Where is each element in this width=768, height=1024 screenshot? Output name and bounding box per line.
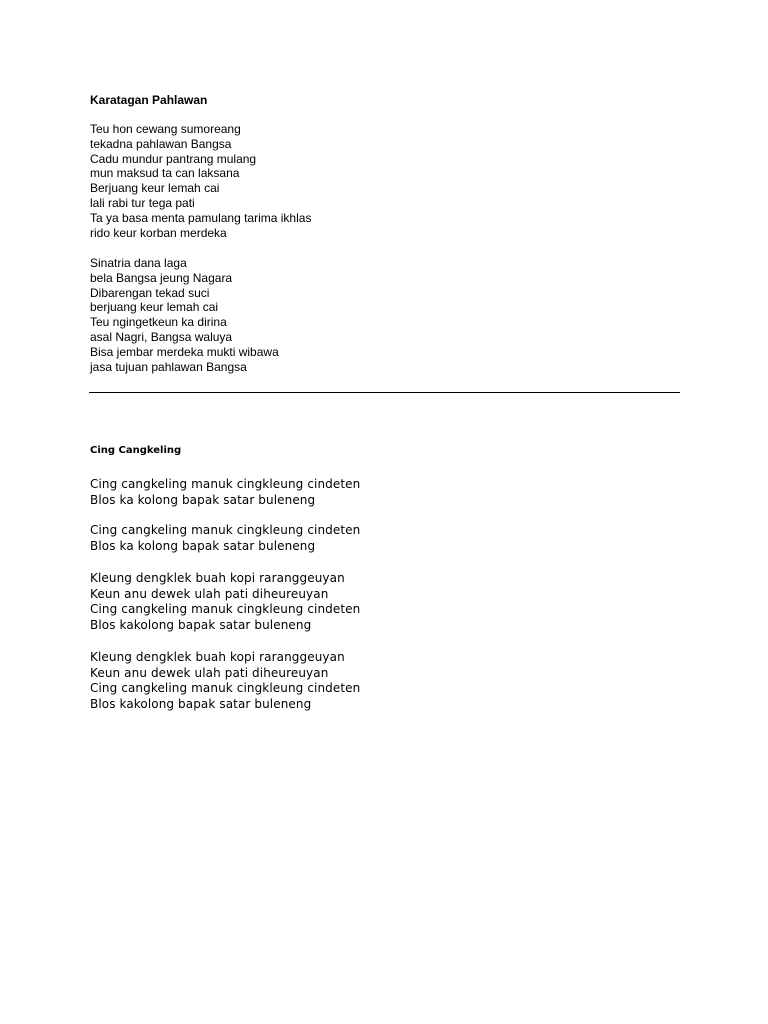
lyric-line: Blos kakolong bapak satar buleneng: [90, 696, 312, 711]
lyrics-stanza: [90, 523, 360, 554]
lyric-line: Keun anu dewek ulah pati diheureuyan: [90, 665, 329, 680]
song-title-cing-cangkeling: Cing Cangkeling: [90, 445, 182, 456]
lyric-line: berjuang keur lemah cai: [90, 300, 219, 315]
lyric-line: Teu hon cewang sumoreang: [90, 122, 241, 136]
lyrics-stanza: [90, 477, 360, 508]
lyric-line: Sinatria dana laga: [90, 256, 187, 270]
lyric-line: Cing cangkeling manuk cingkleung cindeten: [90, 477, 361, 491]
lyric-line: rido keur korban merdeka: [90, 225, 227, 240]
lyric-line: Berjuang keur lemah cai: [90, 181, 220, 196]
lyric-line: lali rabi tur tega pati: [90, 195, 195, 210]
lyric-line: Kleung dengklek buah kopi raranggeuyan: [90, 650, 345, 664]
song-title-karatagan-pahlawan: Karatagan Pahlawan: [90, 93, 208, 107]
lyrics-stanza: [90, 256, 279, 374]
lyric-line: Teu ngingetkeun ka dirina: [90, 315, 227, 330]
lyric-line: jasa tujuan pahlawan Bangsa: [90, 359, 247, 374]
lyric-line: Ta ya basa menta pamulang tarima ikhlas: [90, 210, 312, 225]
horizontal-divider: [89, 392, 680, 393]
lyrics-stanza: [90, 122, 311, 240]
lyric-line: asal Nagri, Bangsa waluya: [90, 329, 233, 344]
lyric-line: Cing cangkeling manuk cingkleung cindeten: [90, 681, 361, 696]
lyric-line: Cing cangkeling manuk cingkleung cindeten: [90, 602, 361, 617]
lyric-line: Blos kakolong bapak satar buleneng: [90, 617, 312, 632]
lyrics-stanza: [90, 571, 360, 633]
lyric-line: Blos ka kolong bapak satar buleneng: [90, 538, 316, 553]
lyric-line: tekadna pahlawan Bangsa: [90, 136, 232, 151]
lyric-line: Bisa jembar merdeka mukti wibawa: [90, 344, 279, 359]
lyric-line: Keun anu dewek ulah pati diheureuyan: [90, 586, 329, 601]
lyrics-stanza: [90, 650, 360, 712]
lyric-line: Cadu mundur pantrang mulang: [90, 151, 257, 166]
lyric-line: Dibarengan tekad suci: [90, 285, 210, 300]
lyric-line: Blos ka kolong bapak satar buleneng: [90, 492, 316, 507]
lyric-line: Cing cangkeling manuk cingkleung cindeten: [90, 523, 361, 537]
lyric-line: Kleung dengklek buah kopi raranggeuyan: [90, 571, 345, 585]
lyric-line: mun maksud ta can laksana: [90, 166, 240, 181]
lyric-line: bela Bangsa jeung Nagara: [90, 270, 233, 285]
